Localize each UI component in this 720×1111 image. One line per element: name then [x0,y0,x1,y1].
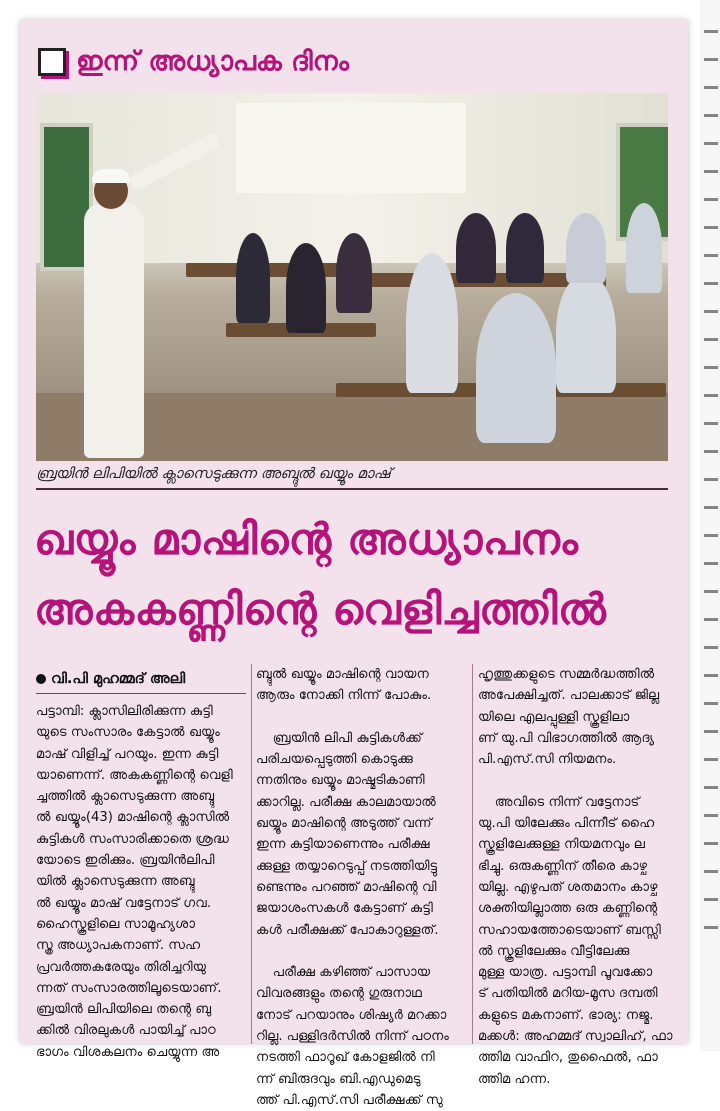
photo-student [236,233,270,323]
article-line: പരിചയപ്പെടുത്തി കൊടുക്കു [256,752,414,768]
article-line: മക്കൾ: അഹമ്മദ് സ്വാലിഹ്, ഫാ [478,1029,673,1045]
photo-student [566,213,606,283]
article-line: അവിടെ നിന്ന് വട്ടേനാട് [478,794,640,810]
kicker-box-icon [38,48,66,76]
article-line: ണ്ടെന്നും പറഞ്ഞ് മാഷിന്റെ വി [256,879,437,895]
article-line: ത്തിമ വാഫിറ, തുഫൈൽ, ഫാ [478,1050,658,1066]
photo-teacher [84,203,144,458]
article-line: അപേക്ഷിച്ചത്. പാലക്കാട് ജില്ല [478,688,660,704]
article-line: ബ്ദുൽ ഖയ്യൂം മാഷിന്റെ വായന [256,667,429,682]
article-line [256,941,468,962]
photo-student [476,293,556,443]
photo-teacher-cap [92,169,130,183]
article-column-1 [36,701,246,1063]
article-line: സ്ത്ര അധ്യാപകനാണ്. സഹ [36,938,201,954]
article-line: ക്കാറില്ല. പരീക്ഷ കാലമായാൽ [256,794,436,810]
adjacent-page-text-strip [704,30,718,930]
article-line: പരീക്ഷ കഴിഞ്ഞ് പാസായ [256,965,431,981]
article-column-2 [256,664,468,1111]
article-line: ഭാഗം വിശകലനം ചെയ്യുന്ന അ [36,1044,220,1060]
byline [36,667,246,691]
article-line: ന്നതിനും ഖയ്യൂം മാഷ്മടികാണി [256,773,425,789]
article-line: കൾ പരീക്ഷക്ക് പോകാറുള്ളത്. [256,922,439,938]
article-line: ച്ചത്തിൽ ക്ലാസെടുക്കുന്ന അബ്ദു [36,789,215,805]
byline-bullet-icon [36,674,46,684]
article-line: യോടെ ഇരിക്കും. ബ്രയിൻലിപി [36,853,215,869]
article-line: ക്കുള്ള തയ്യാറെടുപ്പ് നടത്തിയിട്ടു [256,858,438,874]
article-line: ൽ ഖയ്യൂം മാഷ് വട്ടേനാട് ഗവ. [36,895,212,911]
photo-student [336,233,372,313]
photo-student [286,243,326,333]
article-line: ൽ ഖയ്യൂം(43) മാഷിന്റെ ക്ലാസിൽ [36,810,230,826]
article-line: ഹൈസ്കൂളിലെ സാമൂഹ്യശാ [36,916,196,932]
article-line: മാഷ് വിളിച്ച് പറയും. ഇന്ന കുട്ടി [36,746,219,762]
article-line: ട് പതിയിൽ മറിയ-മൂസ ദമ്പതി [478,986,658,1002]
article-line: ന്ന് ബിരുദവും ബി.എഡുമെടു [256,1071,421,1087]
article-line: ത്തിമ ഹന്ന. [478,1071,551,1087]
column-divider [251,664,252,1044]
article-line: യാണെന്ന്. അകകണ്ണിന്റെ വെളി [36,767,233,783]
article-line: പി.എസ്.സി നിയമനം. [478,752,617,768]
article-line: ക്കിൽ വിരലുകൾ പായിച്ച് പാഠ [36,1023,216,1039]
classroom-photo [36,93,668,461]
article-line: പട്ടാമ്പി: ക്ലാസിലിരിക്കുന്ന കുട്ടി [36,704,213,719]
photo-student [406,253,458,393]
byline-author: വി.പി മുഹമ്മദ് അലി [51,671,186,687]
adjacent-page-edge [700,0,720,1051]
article-line: ആരും നോക്കി നിന്ന് പോകും. [256,688,432,704]
article-line: ത്ത് പി.എസ്.സി പരീക്ഷക്ക് സു [256,1092,443,1108]
article-line: നോട് പറയാനും ശിഷ്യർ മറക്കാ [256,1007,447,1023]
article-line: യിൽ ക്ലാസെടുക്കുന്ന അബ്ദു [36,874,195,890]
section-kicker [38,42,349,82]
article-line: സഹായത്തോടെയാണ് ബസ്സി [478,922,661,938]
article-column-3 [478,664,678,1090]
article-line: ബ്രയിൻ ലിപിയിലെ തന്റെ ബു [36,1002,212,1018]
headline [34,505,674,645]
photo-student [556,273,616,393]
article-line: വിവരങ്ങളും തന്റെ ഗുരുനാഥ [256,986,423,1002]
byline-rule [36,693,246,694]
article-line: കളുടെ മകനാണ്. ഭാര്യ: നജ്മ. [478,1007,654,1023]
article-line: പ്രവർത്തകരേയും തിരിച്ചറിയു [36,959,207,975]
article-line: നടത്തി ഫാറൂഖ് കോളജിൽ നി [256,1050,435,1066]
article-line: യു.പി യിലേക്കും പിന്നീട് ഹൈ [478,816,655,832]
photo-board [236,103,466,193]
column-divider [472,664,473,1044]
article-line: ശക്തിയില്ലാത്ത ഒരു കണ്ണിന്റെ [478,901,658,917]
article-line: ഭിച്ചു. ഒരുകണ്ണിന് തീരെ കാഴ്ച [478,858,648,874]
article-line: മുള്ള യാത്ര. പട്ടാമ്പി പൂവക്കോ [478,965,653,981]
article-line [478,770,678,791]
article-line: സ്കൂളിലേക്കുള്ള നിയമനവും ല [478,837,646,853]
headline-line-1: ഖയ്യൂം മാഷിന്റെ അധ്യാപനം [34,515,579,565]
photo-student [626,203,662,293]
article-line: ജയാശംസകൾ കേട്ടാണ് കുട്ടി [256,901,433,917]
article-line: റില്ല. പള്ളിദർസിൽ നിന്ന് പഠനം [256,1029,449,1045]
photo-student [456,213,496,283]
article-line: ഖയ്യൂം മാഷിന്റെ അടുത്ത് വന്ന് [256,816,432,832]
article-line: യിലെ എലപ്പുള്ളി സ്കൂളിലാ [478,709,630,725]
article-line: ഹൃത്തുക്കളുടെ സമ്മർദ്ധത്തിൽ [478,667,655,682]
article-line: യില്ല. എഴുപത് ശതമാനം കാഴ്ച [478,879,658,895]
headline-line-2: അകകണ്ണിന്റെ വെളിച്ചത്തിൽ [34,585,607,635]
article-line: ൽ സ്കൂളിലേക്കും വീട്ടിലേക്കു [478,943,630,959]
article-line: ബ്രയിൻ ലിപി കുട്ടികൾക്ക് [256,730,423,746]
article-line: യുടെ സംസാരം കേട്ടാൽ ഖയ്യൂം [36,725,220,741]
article-line: ഇന്ന കുട്ടിയാണെന്നും പരീക്ഷ [256,837,430,853]
article-line [256,707,468,728]
article-line: ന്നത് സംസാരത്തിലൂടെയാണ്. [36,980,222,996]
photo-caption: ബ്രയിൻ ലിപിയിൽ ക്ലാസെടുക്കുന്ന അബ്ദുൽ ഖയ്യൂം മാഷ് [36,462,668,490]
article-line: ണ് യു.പി വിഭാഗത്തിൽ ആദ്യ [478,730,655,746]
article-line: കുട്ടികൾ സംസാരിക്കാതെ ശ്രദ്ധ [36,831,230,847]
kicker-text: ഇന്ന് അധ്യാപക ദിനം [76,46,349,77]
photo-student [506,213,544,283]
